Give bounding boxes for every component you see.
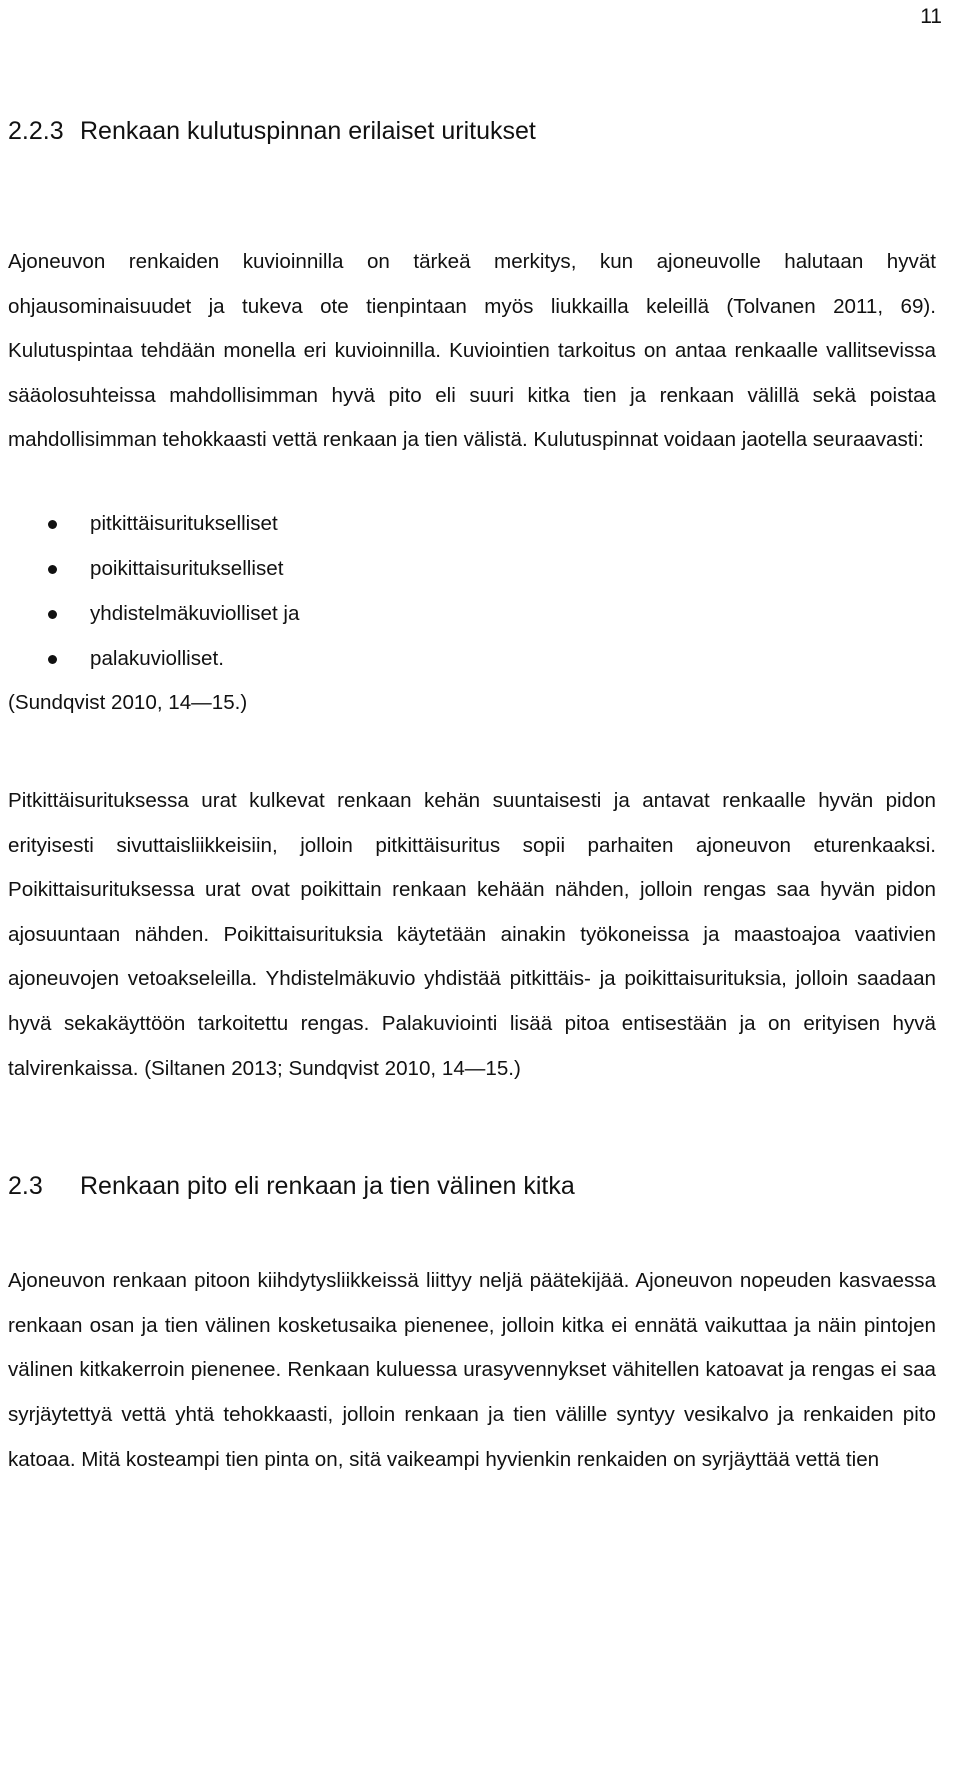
- section-heading-2-2-3: [8, 114, 936, 148]
- paragraph-tire-grip: Ajoneuvon renkaan pitoon kiihdytysliikkeissä liittyy neljä päätekijää. Ajoneuvon nopeuden kasvaessa renkaan osan ja tien välinen kosketusaika pienenee, jolloin kitka ei ennätä vaikuttaa ja näin pintojen välinen kitkakerroin pienenee. Renkaan kuluessa urasyvennykset vähitellen katoavat ja rengas ei saa syrjäytettyä vettä yhtä tehokkaasti, jolloin renkaan ja tien välille syntyy vesikalvo ja renkaiden pito katoaa. Mitä kosteampi tien pinta on, sitä vaikeampi hyvienkin renkaiden on syrjäyttää vettä tien: [8, 1269, 936, 1471]
- section-number: 2.2.3: [8, 117, 64, 145]
- list-item-text: pitkittäisuritukselliset: [90, 511, 278, 535]
- spacer: [8, 463, 936, 501]
- bullet-icon: [48, 655, 57, 664]
- spacer: [8, 1091, 936, 1169]
- list-item-text: poikittaisuritukselliset: [90, 556, 284, 580]
- section-title: Renkaan kulutuspinnan erilaiset uritukset: [80, 117, 536, 145]
- bullet-icon: [48, 520, 57, 529]
- section-number: 2.3: [8, 1172, 43, 1201]
- spacer: [8, 725, 936, 779]
- bullet-icon: [48, 565, 57, 574]
- page-content: [8, 114, 936, 1482]
- list-citation: (Sundqvist 2010, 14—15.): [8, 690, 248, 714]
- bullet-icon: [48, 610, 57, 619]
- list-item: [8, 591, 936, 636]
- list-item: [8, 636, 936, 681]
- page-number: 11: [920, 5, 942, 28]
- list-item: [8, 546, 936, 591]
- paragraph-tread-patterns-intro: Ajoneuvon renkaiden kuvioinnilla on tärkeä merkitys, kun ajoneuvolle halutaan hyvät ohjausominaisuudet ja tukeva ote tienpintaan myös liukkailla keleillä (Tolvanen 2011, 69). Kulutuspintaa tehdään monella eri kuvioinnilla. Kuviointien tarkoitus on antaa renkaalle vallitsevissa sääolosuhteissa mahdollisimman hyvä pito eli suuri kitka tien ja renkaan välillä sekä poistaa mahdollisimman tehokkaasti vettä renkaan ja tien välistä. Kulutuspinnat voidaan jaotella seuraavasti:: [8, 250, 936, 452]
- paragraph-tread-pattern-details: Pitkittäisurituksessa urat kulkevat renkaan kehän suuntaisesti ja antavat renkaalle hyvän pidon erityisesti sivuttaisliikkeisiin, jolloin pitkittäisuritus sopii parhaiten ajoneuvon eturenkaaksi. Poikittaisurituksessa urat ovat poikittain renkaan kehään nähden, jolloin rengas saa hyvän pidon ajosuuntaan nähden. Poikittaisurituksia käytetään ainakin työkoneissa ja maastoajoa vaativien ajoneuvojen vetoakseleilla. Yhdistelmäkuvio yhdistää pitkittäis- ja poikittaisurituksia, jolloin saadaan hyvä sekakäyttöön tarkoitettu rengas. Palakuviointi lisää pitoa entisestään ja on erityisen hyvä talvirenkaissa. (Siltanen 2013; Sundqvist 2010, 14—15.): [8, 788, 936, 1080]
- section-heading-2-3: [8, 1169, 936, 1203]
- section-title: Renkaan pito eli renkaan ja tien välinen kitka: [80, 1172, 575, 1201]
- list-item-text: yhdistelmäkuviolliset ja: [90, 601, 300, 625]
- tread-type-list: [8, 501, 936, 681]
- list-item: [8, 501, 936, 546]
- spacer: [8, 148, 936, 240]
- list-item-text: palakuviolliset.: [90, 646, 224, 670]
- spacer: [8, 1203, 936, 1259]
